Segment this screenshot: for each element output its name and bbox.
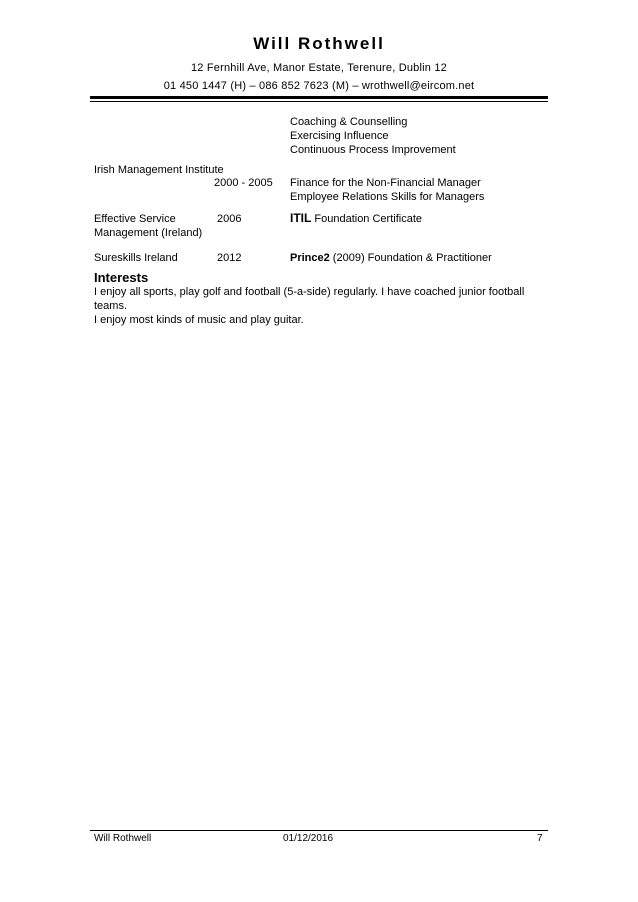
imi-institution: Irish Management Institute <box>94 164 224 176</box>
esm-course-detail: Foundation Certificate <box>311 213 422 225</box>
footer-page-number: 7 <box>537 833 543 844</box>
interests-line-1: I enjoy all sports, play golf and football (5-a-side) regularly. I have coached junior football <box>94 286 525 298</box>
header-divider-thin <box>90 101 548 102</box>
esm-course-name: ITIL <box>290 211 312 225</box>
sureskills-course-detail: (2009) Foundation & Practitioner <box>329 252 492 264</box>
sureskills-course <box>290 251 492 265</box>
candidate-address: 12 Fernhill Ave, Manor Estate, Terenure, Dublin 12 <box>190 62 447 74</box>
sureskills-year: 2012 <box>217 252 242 264</box>
imi-dates: 2000 - 2005 <box>214 177 273 189</box>
sureskills-institution: Sureskills Ireland <box>94 252 178 264</box>
interests-line-3: I enjoy most kinds of music and play guitar. <box>94 314 304 326</box>
candidate-name: Will Rothwell <box>253 34 385 53</box>
imi-course-1: Finance for the Non-Financial Manager <box>290 177 481 189</box>
esm-institution-line1: Effective Service <box>94 213 176 225</box>
footer-name: Will Rothwell <box>94 833 152 844</box>
footer-divider <box>90 830 548 831</box>
interests-heading: Interests <box>94 270 149 285</box>
imi-course-2: Employee Relations Skills for Managers <box>290 191 485 203</box>
interests-line-2: teams. <box>94 300 128 312</box>
training-topic-2: Exercising Influence <box>290 130 389 142</box>
training-topic-1: Coaching & Counselling <box>290 116 408 128</box>
sureskills-course-name: Prince2 <box>290 252 330 264</box>
esm-year: 2006 <box>217 213 242 225</box>
esm-course <box>290 211 422 226</box>
footer-date: 01/12/2016 <box>283 833 334 844</box>
header-divider-thick <box>90 96 548 99</box>
training-topic-3: Continuous Process Improvement <box>290 144 456 156</box>
candidate-contact: 01 450 1447 (H) – 086 852 7623 (M) – wrothwell@eircom.net <box>163 80 475 92</box>
esm-institution-line2: Management (Ireland) <box>94 227 203 239</box>
